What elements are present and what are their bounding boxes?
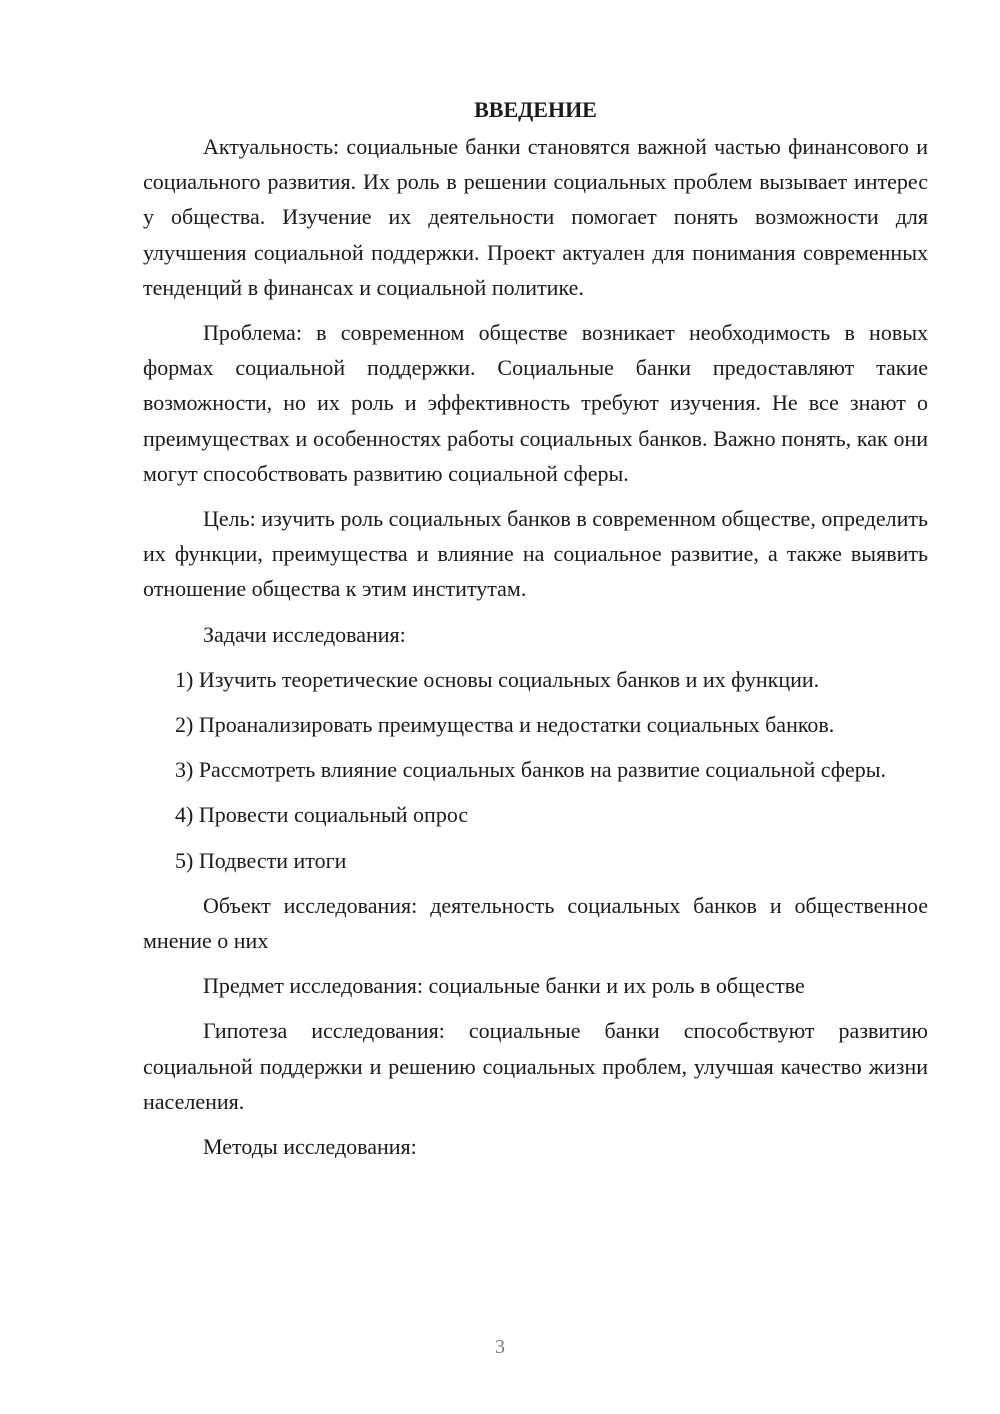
list-item: 4) Провести социальный опрос	[175, 802, 469, 828]
paragraph-methods-heading: Методы исследования:	[203, 1134, 417, 1160]
paragraph-tasks-heading: Задачи исследования:	[203, 621, 406, 647]
paragraph-subject: Предмет исследования: социальные банки и их роль в обществе	[203, 973, 805, 999]
page-number: 3	[495, 1336, 505, 1358]
list-item: 2) Проанализировать преимущества и недостатки социальных банков.	[175, 712, 835, 738]
page-title: ВВЕДЕНИЕ	[474, 97, 597, 122]
paragraph-problem: Проблема: в современном обществе возникает необходимость в новых формах социальной поддержки. Социальные банки предоставляют такие возможности, но их роль и эффективность требуют изучения. Не все знают о преимуществах и особенностях работы социальных банков. Важно понять, как они могут способствовать развитию социальной сферы.	[143, 320, 928, 486]
list-item: 5) Подвести итоги	[175, 847, 347, 873]
list-item: 3) Рассмотреть влияние социальных банков на развитие социальной сферы.	[175, 757, 887, 783]
list-item: 1) Изучить теоретические основы социальных банков и их функции.	[175, 666, 820, 692]
paragraph-object: Объект исследования: деятельность социальных банков и общественное мнение о них	[143, 892, 928, 954]
document-page	[143, 92, 928, 1174]
paragraph-hypothesis: Гипотеза исследования: социальные банки способствуют развитию социальной поддержки и решению социальных проблем, улучшая качество жизни населения.	[143, 1018, 928, 1114]
paragraph-relevance: Актуальность: социальные банки становятся важной частью финансового и социального развития. Их роль в решении социальных проблем вызывает интерес у общества. Изучение их деятельности помогает понять возможности для улучшения социальной поддержки. Проект актуален для понимания современных тенденций в финансах и социальной политике.	[143, 134, 928, 300]
paragraph-goal: Цель: изучить роль социальных банков в современном обществе, определить их функции, преимущества и влияние на социальное развитие, а также выявить отношение общества к этим институтам.	[143, 506, 928, 602]
